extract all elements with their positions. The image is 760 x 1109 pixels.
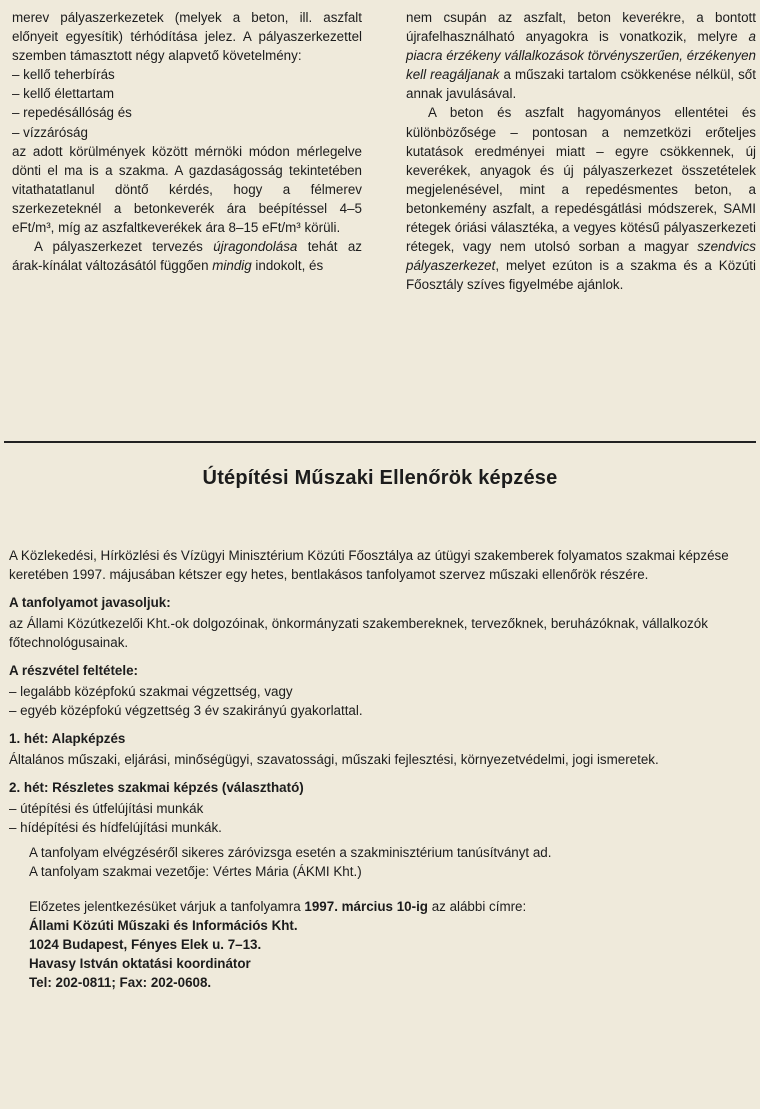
requirement-item: – repedésállóság és (12, 103, 362, 122)
requirements-list (12, 65, 362, 141)
address: 1024 Budapest, Fényes Elek u. 7–13. (29, 937, 262, 952)
two-column-article (12, 8, 756, 294)
text-span: Előzetes jelentkezésüket várjuk a tanfolyamra (29, 899, 305, 914)
recommend-text: az Állami Közútkezelői Kht.-ok dolgozóinak, önkormányzati szakembereknek, tervezőknek, beruházóknak, vállalkozók főtechnológusainak. (9, 616, 708, 650)
requirement-item: – kellő teherbírás (12, 65, 362, 84)
condition-item: – egyéb középfokú végzettség 3 év szakirányú gyakorlattal. (9, 701, 751, 720)
leader-note: A tanfolyam szakmai vezetője: Vértes Mária (ÁKMI Kht.) (29, 864, 362, 879)
right-paragraph-1 (406, 8, 756, 103)
conditions-list (9, 682, 751, 720)
emphasis: mindig (212, 258, 252, 274)
coordinator: Havasy István oktatási koordinátor (29, 956, 251, 971)
text-span: A beton és aszfalt hagyományos ellentétei és különbözősége – pontosan a nemzetközi erőteljes kutatások eredményei miatt – egyre csökkennek, új keverékek, anyagok és új pályaszerkezet összetételek megjelenésével, mint a repedésmentes beton, a betonkemény aszfalt, a repedésgátlási módszerek, SAMI rétegek óriási választéka, a vegyes kötésű pályaszerkezeti rétegek, vagy nem utolsó sorban a magyar (406, 105, 756, 255)
week2-list (9, 799, 751, 837)
text-span: a műszaki tartalom csökkenése nélkül, sőt annak javulásával. (406, 67, 756, 102)
conditions-title: A részvétel feltétele: (9, 663, 139, 678)
text-span: A pályaszerkezet tervezés (34, 239, 214, 255)
apply-deadline: 1997. március 10-ig (304, 899, 428, 914)
week2-item: – útépítési és útfelújítási munkák (9, 799, 751, 818)
week1-text: Általános műszaki, eljárási, minőségügyi, szavatossági, műszaki fejlesztési, környezetvédelmi, jogi ismeretek. (9, 752, 659, 767)
recommend-title: A tanfolyamot javasoljuk: (9, 595, 171, 610)
text-span: indokolt, és (251, 258, 324, 274)
apply-line (29, 897, 751, 916)
certificate-note: A tanfolyam elvégzéséről sikeres záróvizsga esetén a szakminisztérium tanúsítványt ad. (29, 845, 552, 860)
week1-title: 1. hét: Alapképzés (9, 731, 126, 746)
phone-fax: Tel: 202-0811; Fax: 202-0608. (29, 975, 212, 990)
left-intro: merev pályaszerkezetek (melyek a beton, ill. aszfalt előnyeit egyesítik) térhódítása jelez. A pályaszerkezettel szemben támasztott négy alapvető követelmény: (12, 10, 362, 64)
right-paragraph-2 (406, 103, 756, 294)
text-span: , melyet ezúton is a szakma és a Közúti Főosztály szíves figyelmébe ajánlok. (406, 258, 756, 293)
section-divider (4, 441, 756, 443)
condition-item: – legalább középfokú szakmai végzettség, vagy (9, 682, 751, 701)
text-span: nem csupán az aszfalt, beton keverékre, a bontott újrafelhasználható anyagokra is vonatkozik, melyre (406, 10, 756, 45)
text-span: az alábbi címre: (427, 899, 527, 914)
emphasis: a piacra érzékeny vállalkozások törvényszerűen, érzékenyen kell reagáljanak (406, 29, 756, 83)
left-column (12, 8, 362, 294)
contact-block (9, 897, 751, 992)
emphasis: újragondolása (213, 239, 298, 255)
course-announcement (9, 546, 751, 992)
section-heading: Útépítési Műszaki Ellenőrök képzése (202, 467, 558, 489)
emphasis: szendvics pályaszerkezet (406, 239, 756, 274)
requirement-item: – vízzáróság (12, 123, 362, 142)
week2-title: 2. hét: Részletes szakmai képzés (választható) (9, 780, 304, 795)
org-name: Állami Közúti Műszaki és Információs Kht. (29, 918, 298, 933)
week2-item: – hídépítési és hídfelújítási munkák. (9, 818, 751, 837)
announcement-intro: A Közlekedési, Hírközlési és Vízügyi Minisztérium Közúti Főosztálya az útügyi szakemberek folyamatos szakmai képzése keretében 1997. májusában kétszer egy hetes, bentlakásos tanfolyamot szervez műszaki ellenőrök részére. (9, 548, 729, 582)
left-paragraph-3 (12, 237, 362, 275)
requirement-item: – kellő élettartam (12, 84, 362, 103)
text-span: tehát az árak-kínálat változásától függően (12, 239, 362, 274)
left-paragraph-2: az adott körülmények között mérnöki módon mérlegelve dönti el ma is a szakma. A gazdaságosság tekintetében vitathatatlanul döntő kérdés, hogy a félmerev szerkezeteknél a betonkeverék ára beépítéssel 4–5 eFt/m³, míg az aszfaltkeverékek ára 8–15 eFt/m³ körüli. (12, 143, 362, 236)
right-column (406, 8, 756, 294)
